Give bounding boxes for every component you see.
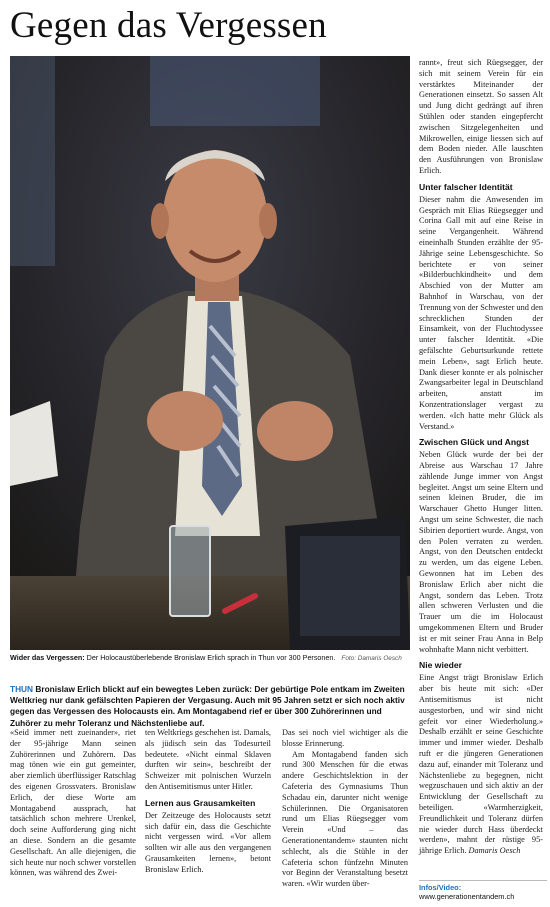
info-url[interactable]: www.generationentandem.ch xyxy=(419,892,515,901)
article-column-4 xyxy=(419,58,543,857)
article-column-2 xyxy=(145,728,271,876)
body-text: Eine Angst trägt Bronislaw Erlich aber bis heute mit sich: «Der Antisemitismus ist nicht ausgestorben, und wir sind nicht gefeit vor einer Wiederholung.» Deshalb erzählt er seine Geschichte immer und immer wieder. Deshalb ruft er die jüngeren Generationen dazu auf, einander mit Toleranz und Nächstenliebe zu begegnen, nicht wegzuschauen und sich aktiv an der Entwicklung der Gesellschaft zu beteiligen. «Warmherzigkeit, Freundlichkeit und Toleranz dürfen nie wieder durch Hass überdeckt werden», mahnt der rüstige 95-jährige Erlich. xyxy=(419,673,543,856)
caption-text: Der Holocaustüberlebende Bronislaw Erlich sprach in Thun vor 300 Personen. xyxy=(84,653,336,662)
article-photo xyxy=(10,56,410,650)
body-paragraph: Der Zeitzeuge des Holocausts setzt sich dafür ein, dass die Geschichte nicht vergessen wird. «Vor allem sollten wir alle aus den vergangenen Grausamkeiten lernen», betont Bronislaw Erlich. xyxy=(145,810,271,874)
body-paragraph: ten Weltkriegs geschehen ist. Damals, als jüdisch sein das Todesurteil bedeutete. «Nicht einmal Sklaven durften wir sein», beschreibt der Schweizer mit polnischen Wurzeln den Antisemitismus unter Hitler. xyxy=(145,728,271,791)
photo-caption xyxy=(10,652,410,665)
body-paragraph: Das sei noch viel wichtiger als die blosse Erinnerung. xyxy=(282,728,408,748)
article-column-1 xyxy=(10,728,136,879)
body-paragraph: «Seid immer nett zueinander», riet der 95-jährige Mann seinen Zuhörerinnen und Zuhörern. Das mag tönen wie ein gut gemeinter, aber ziemlich überflüssiger Ratschlag des eigenen Grossvaters. Bronislaw Erlich, der diese Worte am Montagabend aussprach, hat tatsächlich schon mehrere Urenkel, doch seine Aufforderung ging nicht an diese. Sondern an die gesamte Gesellschaft. An alle diejenigen, die sich heute nur noch schwer vorstellen können, was während des Zwei- xyxy=(10,728,136,878)
dateline: THUN xyxy=(10,684,34,694)
author-name: Damaris Oesch xyxy=(468,846,521,856)
lead-paragraph xyxy=(10,684,410,729)
headline: Gegen das Vergessen xyxy=(10,5,327,46)
photo-credit: Foto: Damaris Oesch xyxy=(341,655,402,662)
subheading: Nie wieder xyxy=(419,660,462,671)
subheading: Unter falscher Identität xyxy=(419,181,513,192)
body-paragraph: rannt», freut sich Rüegsegger, der sich mit seinem Verein für ein verstärktes Miteinander der Generationen einsetzt. So sassen Alt und Jung dicht gedrängt auf ihren Stühlen oder standen eingepfercht zwischen Sitzgelegenheiten und Mikrowellen, einige liessen sich auf dem Boden nieder. Alle lauschten den Ausführungen von Bronislaw Erlich. xyxy=(419,58,543,175)
body-paragraph xyxy=(419,673,543,857)
body-paragraph: Dieser nahm die Anwesenden im Gespräch mit Elias Rüegsegger und Corina Gall mit auf eine Reise in seine Vergangenheit. Während eineinhalb Stunden erzählte der 95-Jährige seine Lebensgeschichte. So berichtete er von seiner «Bilderbuchkindheit» und dem Abschied von der Mutter am Bahnhof in Warschau, von der Trennung von der Schwester und den schrecklichen Stunden der Einsamkeit, von der Fluchtodyssee unter falscher Identität. «Die gefälschte Geburtsurkunde rettete mein Leben», sagt Erlich heute. Dank dieser konnte er als polnischer Zwangsarbeiter legal in Deutschland arbeiten, anstatt im Konzentrationslager vergast zu werden. «Ich hatte mehr Glück als Verstand.» xyxy=(419,194,543,431)
article-column-3 xyxy=(282,728,408,890)
body-paragraph: Am Montagabend fanden sich rund 300 Menschen für die etwas andere Geschichtslektion in der Cafeteria des Gymnasiums Thun Schadau ein, darunter nicht wenige Schülerinnen. Die Organisatoren rund um Elias Rüegsegger vom Verein «Und – das Generationentandem» staunten nicht schlecht, als die Stühle in der Cafeteria schon fünfzehn Minuten vor Beginn der Veranstaltung besetzt waren. «Wir wurden über- xyxy=(282,749,408,889)
subheading: Lernen aus Grausamkeiten xyxy=(145,797,256,808)
info-label: Infos/Video: xyxy=(419,883,462,892)
caption-label: Wider das Vergessen: xyxy=(10,653,85,662)
info-box xyxy=(419,880,547,901)
lead-text: Bronislaw Erlich blickt auf ein bewegtes Leben zurück: Der gebürtige Pole entkam im Zweiten Weltkrieg nur dank gefälschten Papieren der Vergasung. Auch mit 95 Jahren setzt er sich noch aktiv gegen das Vergessen des Holocausts ein. Am Montagabend rief er über 300 Zuhörerinnen und Zuhörer zu mehr Toleranz und Nächstenliebe auf. xyxy=(10,684,405,728)
body-paragraph: Neben Glück wurde der bei der Abreise aus Warschau 17 Jahre zählende Junge immer von Angst begleitet. Angst um seine Eltern und seinen kleinen Bruder, die im Warschauer Ghetto Hunger litten. Angst um seine Schwester, die nach Sibirien deportiert wurde. Angst, von den Polen verraten zu werden. Angst, von den Deutschen entdeckt zu werden, um das eigene Leben. Gewonnen hat im Leben des Bronislaw Erlich aber nicht die Angst, sondern das Leben. Trotz allen schweren Verlusten und die Trauer um die im Holocaust umgekommenen Eltern und Bruder ist er mit seiner Frau Anna in Belp wohnhafte Mann nicht verbittert. xyxy=(419,450,543,654)
subheading: Zwischen Glück und Angst xyxy=(419,437,529,448)
